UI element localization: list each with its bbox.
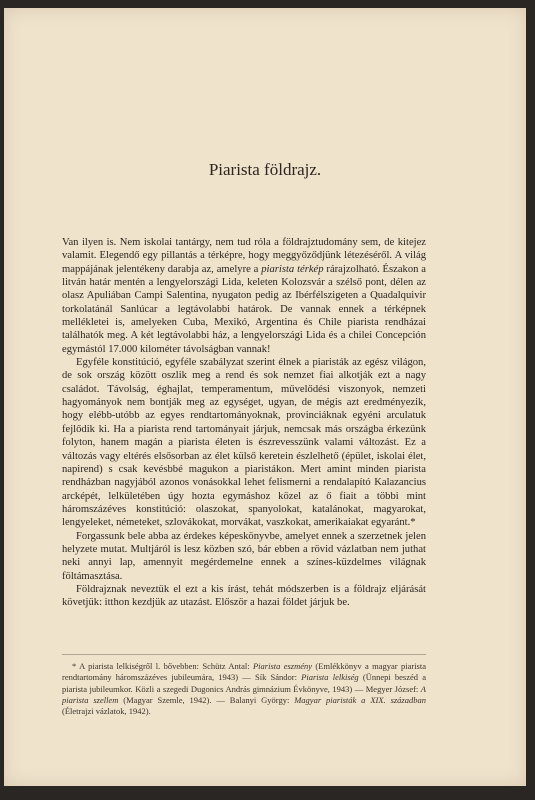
- text-run: (Ünnepi beszéd a piarista jubileumkor. Közli a szegedi Dugonics András gimnázium Évkönyve, 1943) — Megyer József:: [62, 672, 426, 694]
- italic-run: Piarista lelkiség: [301, 672, 359, 683]
- text-run: (Magyar Szemle, 1942). — Balanyi György:: [118, 694, 295, 705]
- text-run: Földrajznak neveztük el ezt a kis írást, tehát módszerben is a földrajz eljárását követjük: itthon kezdjük az utazást. Először a hazai földet járjuk be.: [62, 583, 426, 609]
- text-run: Forgassunk bele abba az érdekes képeskönyvbe, amelyet ennek a szerzetnek jelen helyzete mutat. Multjáról is lesz közben szó, bár ebben a rövid vázlatban nem juthat neki annyi lap, amennyit megérdemelne ennek a színes-küzdelmes világnak föltámasztása.: [62, 530, 426, 582]
- paragraph: [62, 530, 426, 583]
- document-page: [4, 8, 526, 786]
- text-run: (Életrajzi vázlatok, 1942).: [62, 706, 151, 717]
- body-text: [62, 236, 426, 610]
- text-run: rárajzolható. Északon a litván határ mentén a lengyelországi Lida, keleten Kolozsvár a szélső pont, délen az olasz Apuliában Campi Salentina, nyugaton pedig az Ibérfélszigeten a Quadalquivir torkolatánál Sanlúcar a legtávolabbi határok. De vannak ennek a térképnek mellékletei is, amelyeken Cuba, Mexikó, Argentina és Chile piarista rendházai találhatók meg. A két legtávolabbi ház, a lengyelországi Lida és a chilei Concepción egymástól 17.000 kilométer távolságban vannak!: [62, 263, 426, 355]
- italic-run: Piarista eszmény: [252, 661, 313, 671]
- page-title: Piarista földrajz.: [208, 160, 322, 179]
- text-run: Van ilyen is. Nem iskolai tantárgy, nem tud róla a földrajztudomány sem, de kitejez valamit. Elegendő egy pillantás a térképre, hogy meggyőződjünk létezéséről. A világ mappájának jelentékeny darabja az, amelyre a: [62, 237, 426, 275]
- paragraph: [62, 356, 426, 529]
- text-run: Egyféle konstitúció, egyféle szabályzat szerint élnek a piaristák az egész világon, de sok ország között oszlik meg a rend és sok nemzet fiai alkotják ezt a nagy családot. Távolság, éghajlat, temperamentum, művelődési viszonyok, nemzeti hagyományok nem bontják meg az egységet, ugyan, de mégis azt eredményezik, hogy elébb-utóbb az egyes rendtartományoknak, provinciáknak egyéni arculatuk fejlődik ki. Ha a piarista rend tartományait járjuk, nemcsak más országba érkezünk folyton, hanem magán a piarista életen is észrevesszünk valami változást. Ez a változás vagy eltérés elsősorban az élet külső keretein észlelhető (épület, iskolai élet, napirend) s csak kevésbbé magukon a piaristákon. Mert amint minden piarista rendházban nagyjából azonos vonásokkal lehet felismerni a rendalapító Kalazancius arcképét, lelkületében úgy hozta egymáshoz közel az ő fiait a többi mint háromszázéves konstitúció: olaszokat, spanyolokat, katalánokat, magyarokat, lengyeleket, németeket, szlovákokat, morvákat, vaszkokat, amerikaiakat egyaránt.*: [62, 357, 426, 529]
- italic-run: Magyar piaristák a XIX. században: [294, 694, 426, 705]
- paragraph: [62, 236, 426, 356]
- italic-run: piarista térkép: [261, 263, 324, 275]
- text-run: (Emlékkönyv a magyar piarista rendtartomány háromszázéves jubileumára, 1943) — Sík Sándor:: [62, 661, 426, 683]
- italic-run: A piarista szellem: [62, 683, 426, 705]
- paragraph: [62, 583, 426, 610]
- text-run: * A piarista lelkiségről l. bővebben: Schütz Antal:: [72, 661, 253, 671]
- footnote: [62, 661, 426, 717]
- footnote-divider: [62, 654, 426, 655]
